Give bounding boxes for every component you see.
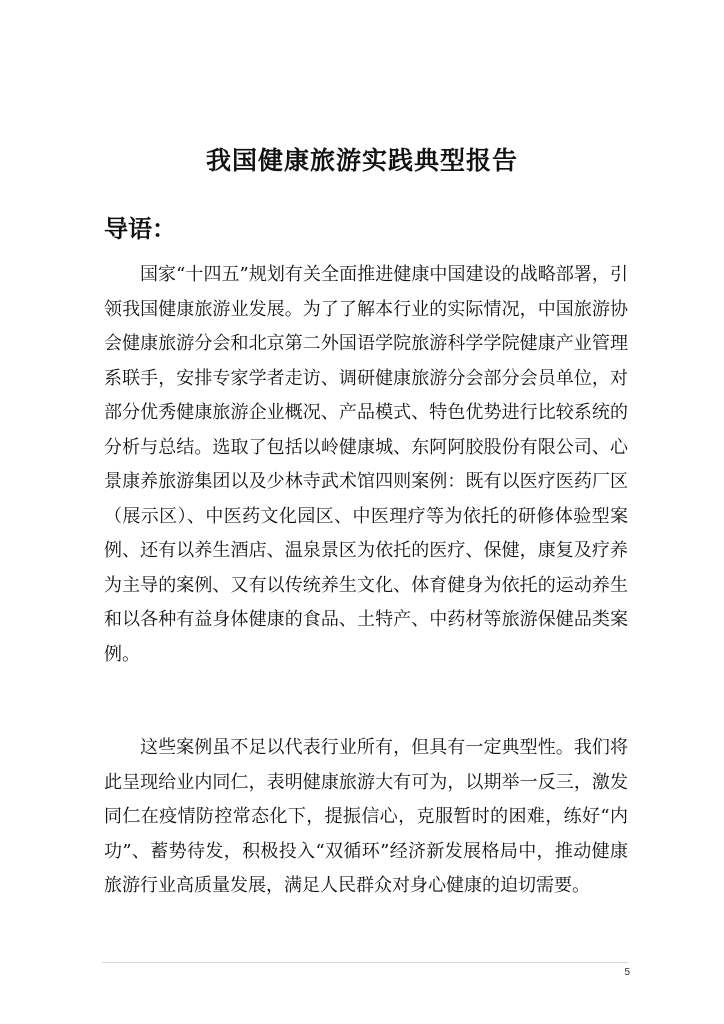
page-number: 5 [624,967,630,978]
section-heading: 导语： [104,214,176,243]
body-paragraph-2: 这些案例虽不足以代表行业所有，但具有一定典型性。我们将此呈现给业内同仁，表明健康旅游大有可为，以期举一反三，激发同仁在疫情防控常态化下，提振信心，克服暂时的困难，练好“内功”、蓄势待发，积极投入“双循环”经济新发展格局中，推动健康旅游行业高质量发展，满足人民群众对身心健康的迫切需要。 [104,737,628,896]
body-paragraph-1: 国家“十四五”规划有关全面推进健康中国建设的战略部署，引领我国健康旅游业发展。为了了解本行业的实际情况，中国旅游协会健康旅游分会和北京第二外国语学院旅游科学学院健康产业管理系联手，安排专家学者走访、调研健康旅游分会部分会员单位，对部分优秀健康旅游企业概况、产品模式、特色优势进行比较系统的分析与总结。选取了包括以岭健康城、东阿阿胶股份有限公司、心景康养旅游集团以及少林寺武术馆四则案例：既有以医疗医药厂区（展示区）、中医药文化园区、中医理疗等为依托的研修体验型案例、还有以养生酒店、温泉景区为依托的医疗、保健，康复及疗养为主导的案例、又有以传统养生文化、体育健身为依托的运动养生和以各种有益身体健康的食品、土特产、中药材等旅游保健品类案例。 [104,264,628,665]
footer-divider [102,962,628,963]
document-title: 我国健康旅游实践典型报告 [205,146,518,175]
